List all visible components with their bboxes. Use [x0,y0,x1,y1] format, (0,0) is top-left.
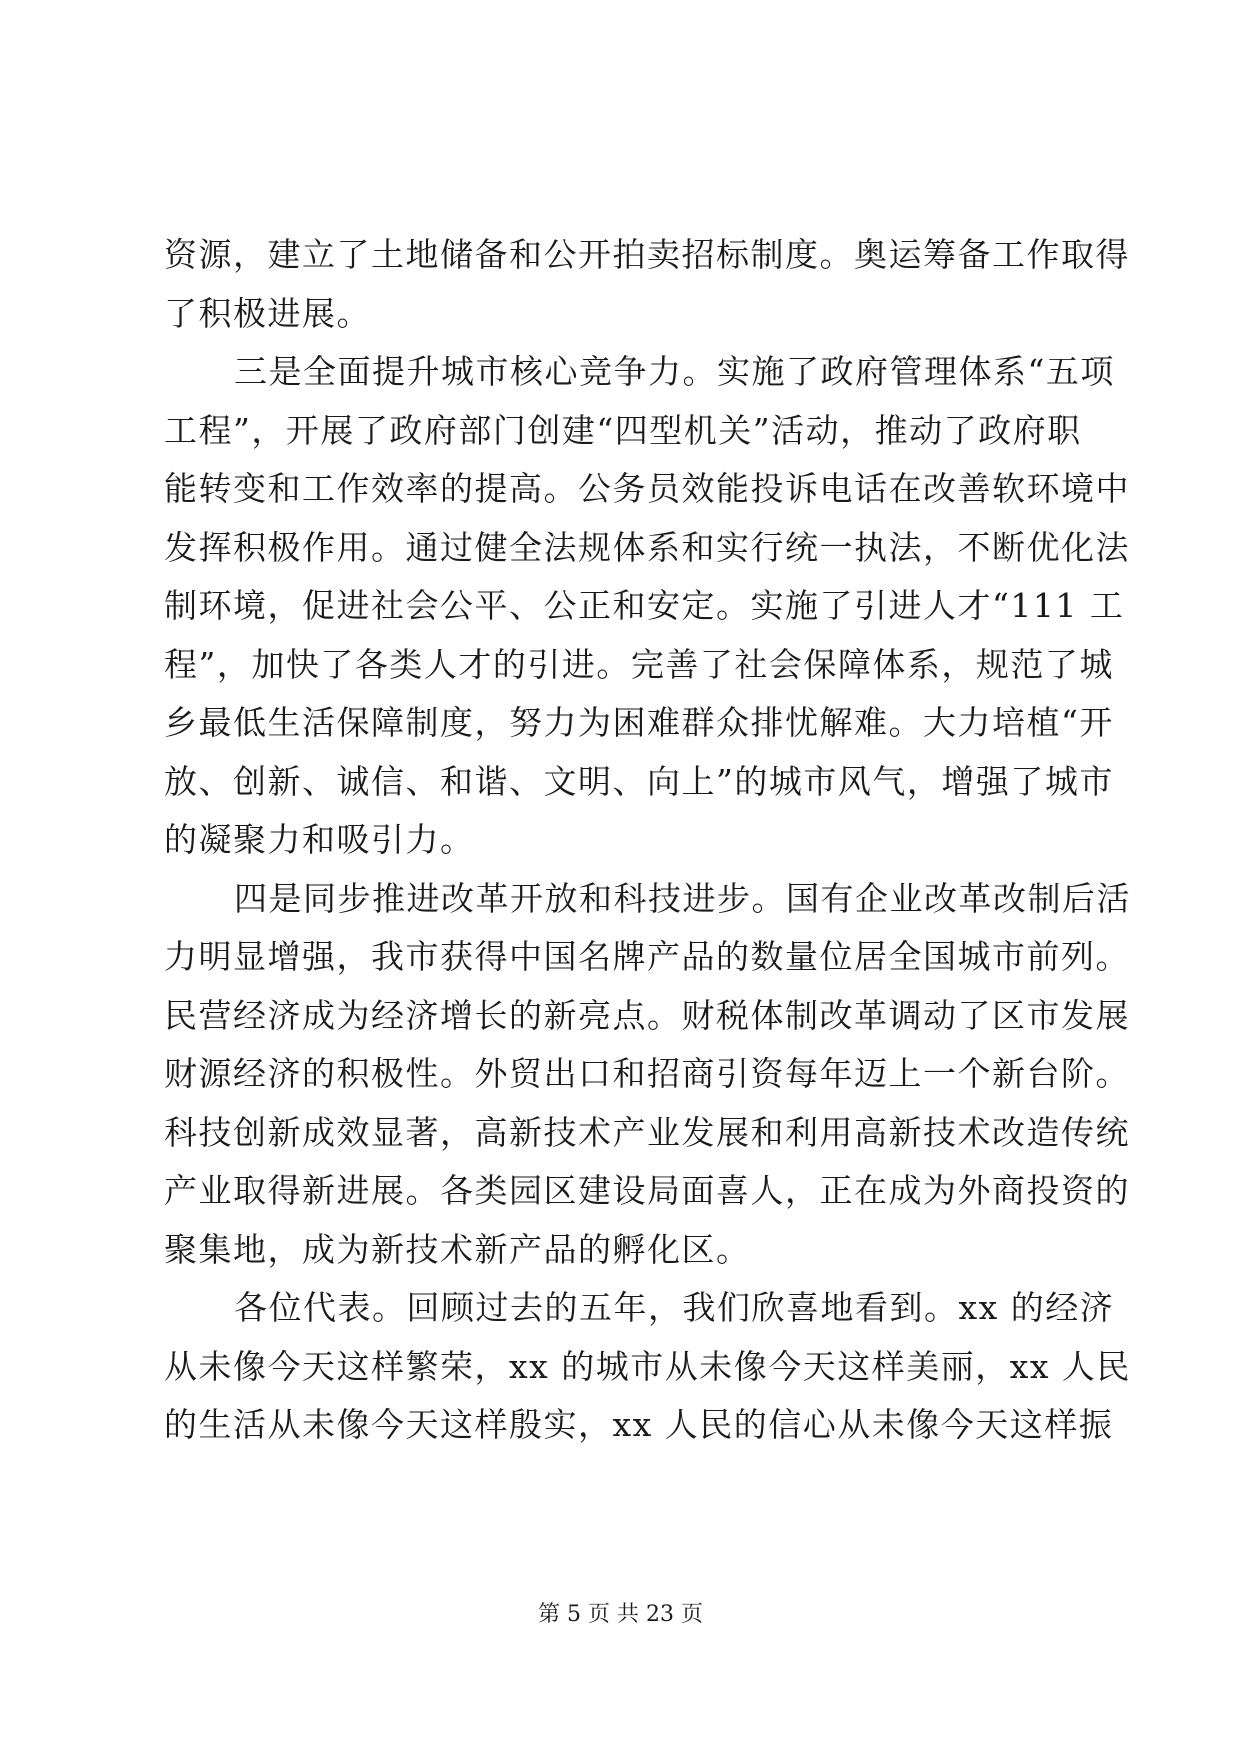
text-line: 从未像今天这样繁荣，xx 的城市从未像今天这样美丽，xx 人民 [164,1346,1131,1386]
page-number-footer: 第 5 页 共 23 页 [538,1602,703,1627]
paragraph-first-line: 四是同步推进改革开放和科技进步。国有企业改革改制后活 [234,878,1131,918]
text-line: 能转变和工作效率的提高。公务员效能投诉电话在改善软环境中 [164,469,1130,508]
text-line: 科技创新成效显著，高新技术产业发展和利用高新技术改造传统 [164,1112,1130,1152]
text-line: 乡最低生活保障制度，努力为困难群众排忧解难。大力培植“开 [164,703,1114,742]
paragraph-first-line: 三是全面提升城市核心竞争力。实施了政府管理体系“五项 [234,352,1115,391]
text-line: 的凝聚力和吸引力。 [164,820,475,859]
text-line: 的生活从未像今天这样殷实，xx 人民的信心从未像今天这样振 [164,1405,1114,1444]
paragraph-first-line: 各位代表。回顾过去的五年，我们欣喜地看到。xx 的经济 [234,1288,1115,1327]
text-line: 发挥积极作用。通过健全法规体系和实行统一执法，不断优化法 [164,527,1130,567]
text-line: 工程”，开展了政府部门创建“四型机关”活动，推动了政府职 [164,410,1082,450]
text-line: 资源，建立了土地储备和公开拍卖招标制度。奥运筹备工作取得 [164,235,1130,274]
text-line: 聚集地，成为新技术新产品的孵化区。 [164,1229,751,1269]
document-body [164,226,1131,1455]
text-line: 力明显增强，我市获得中国名牌产品的数量位居全国城市前列。 [164,937,1130,976]
text-line: 了积极进展。 [164,293,371,333]
text-line: 财源经济的积极性。外贸出口和招商引资每年迈上一个新台阶。 [164,1054,1130,1093]
text-line: 民营经济成为经济增长的新亮点。财税体制改革调动了区市发展 [164,995,1130,1035]
text-line: 放、创新、诚信、和谐、文明、向上”的城市风气，增强了城市 [164,761,1114,801]
text-line: 产业取得新进展。各类园区建设局面喜人，正在成为外商投资的 [164,1171,1130,1210]
text-line: 程”，加快了各类人才的引进。完善了社会保障体系，规范了城 [164,644,1114,684]
text-line: 制环境，促进社会公平、公正和安定。实施了引进人才“111 工 [164,586,1125,625]
